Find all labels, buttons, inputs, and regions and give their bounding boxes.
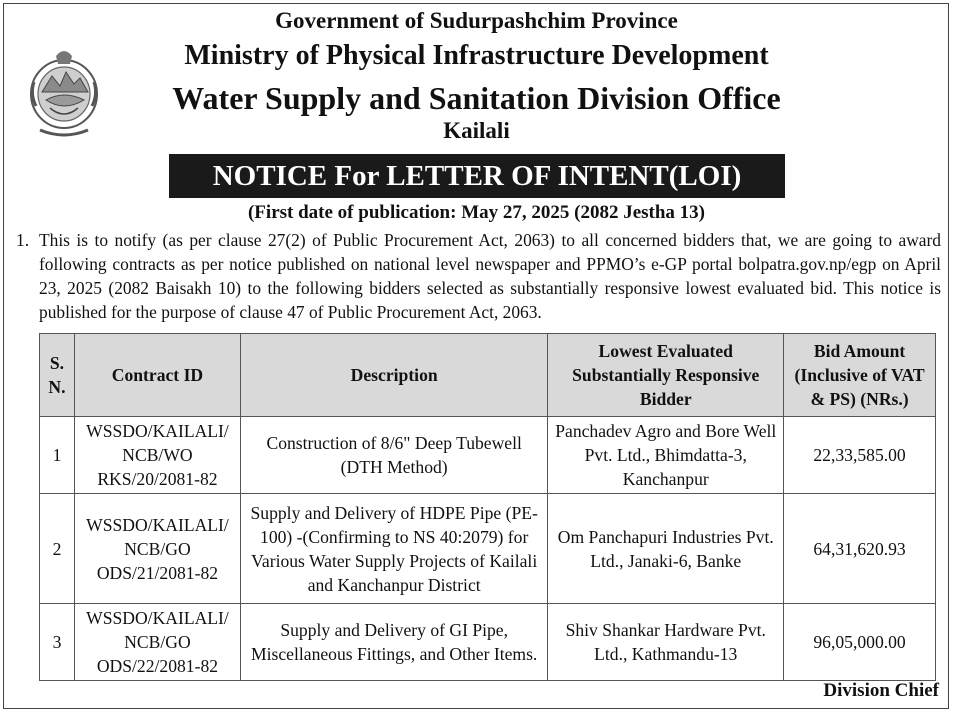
bid-table bbox=[39, 333, 936, 681]
paragraph-text: This is to notify (as per clause 27(2) of Public Procurement Act, 2063) to all concerned bidders that, we are going to award following contracts as per notice published on national level newspaper and PPMO’s e-GP portal bolpatra.gov.np/egp on April 23, 2025 (2082 Baisakh 10) to the following bidders selected as substantially responsive lowest evaluated bid. This notice is published for the purpose of clause 47 of Public Procurement Act, 2063. bbox=[39, 230, 941, 322]
office-name: Water Supply and Sanitation Division Office bbox=[172, 80, 781, 116]
table-header-row bbox=[40, 334, 936, 417]
header-contract-id: Contract ID bbox=[74, 334, 240, 417]
cell-bidder: Om Panchapuri Industries Pvt. Ltd., Janaki-6, Banke bbox=[548, 494, 784, 604]
table-row bbox=[40, 604, 936, 681]
header-bid-amount: Bid Amount (Inclusive of VAT & PS) (NRs.) bbox=[784, 334, 936, 417]
notice-title: NOTICE For LETTER OF INTENT(LOI) bbox=[169, 154, 785, 198]
government-name: Government of Sudurpashchim Province bbox=[275, 8, 678, 33]
notice-paragraph bbox=[16, 228, 941, 324]
table-row bbox=[40, 417, 936, 494]
table-row bbox=[40, 494, 936, 604]
cell-bidder: Panchadev Agro and Bore Well Pvt. Ltd., Bhimdatta-3, Kanchanpur bbox=[548, 417, 784, 494]
publication-date: (First date of publication: May 27, 2025 (2082 Jestha 13) bbox=[247, 202, 706, 223]
cell-description: Supply and Delivery of HDPE Pipe (PE-100) -(Confirming to NS 40:2079) for Various Water Supply Projects of Kailali and Kanchanpur District bbox=[240, 494, 548, 604]
cell-contract-id: WSSDO/KAILALI/ NCB/GO ODS/22/2081-82 bbox=[74, 604, 240, 681]
cell-bid-amount: 96,05,000.00 bbox=[784, 604, 936, 681]
cell-description: Supply and Delivery of GI Pipe, Miscellaneous Fittings, and Other Items. bbox=[240, 604, 548, 681]
ministry-name: Ministry of Physical Infrastructure Development bbox=[184, 40, 769, 71]
cell-contract-id: WSSDO/KAILALI/ NCB/WO RKS/20/2081-82 bbox=[74, 417, 240, 494]
cell-sn: 3 bbox=[40, 604, 75, 681]
cell-sn: 1 bbox=[40, 417, 75, 494]
cell-bid-amount: 22,33,585.00 bbox=[784, 417, 936, 494]
header-description: Description bbox=[240, 334, 548, 417]
header-bidder: Lowest Evaluated Substantially Responsive Bidder bbox=[548, 334, 784, 417]
cell-contract-id: WSSDO/KAILALI/ NCB/GO ODS/21/2081-82 bbox=[74, 494, 240, 604]
office-location: Kailali bbox=[443, 118, 510, 143]
cell-bid-amount: 64,31,620.93 bbox=[784, 494, 936, 604]
cell-sn: 2 bbox=[40, 494, 75, 604]
header-sn: S. N. bbox=[40, 334, 75, 417]
signature-title: Division Chief bbox=[823, 680, 939, 701]
paragraph-number: 1. bbox=[16, 230, 30, 250]
cell-description: Construction of 8/6" Deep Tubewell (DTH Method) bbox=[240, 417, 548, 494]
cell-bidder: Shiv Shankar Hardware Pvt. Ltd., Kathmandu-13 bbox=[548, 604, 784, 681]
